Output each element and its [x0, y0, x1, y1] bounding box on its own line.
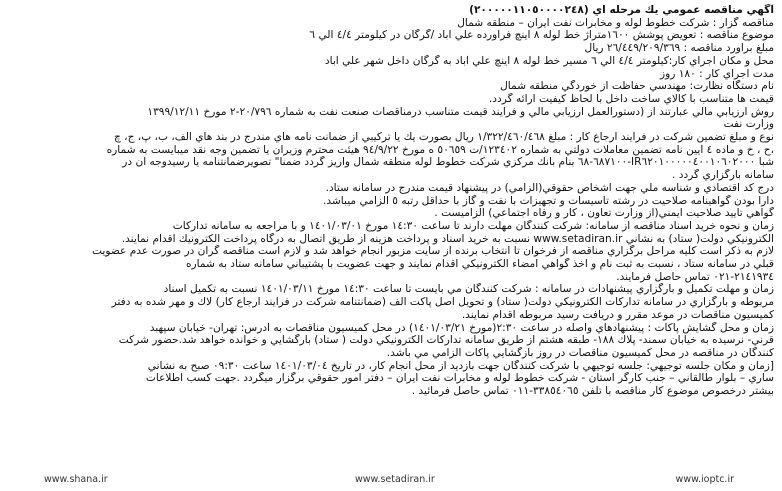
- text-line: قرني- نرسيده به خيابان سمند- پلاك ١٨٨- طبقه هشتم از طريق سامانه تداركات الكترونيكي دولت ( ستاد) بارگشايي و خوانده خواهد شد.حضور شركت: [118, 334, 774, 347]
- text-line: ٢١٤١٩٣٤-٠٢١ تماس حاصل فرمايند.: [616, 270, 774, 283]
- footer-watermarks: [0, 474, 782, 488]
- text-line: [زمان و مكان جلسه توجيهي: جلسه توجيهي با شركت كنندگان جهت بازديد از محل انجام كار، در تاريخ ١٤٠١/٠٣/٠٤ ساعت ٠٩:٣٠ صبح به نشاني: [147, 359, 774, 372]
- text-line: قبلي در سامانه ستاد ، نسبت به ثبت نام و اخذ گواهي امضاء الكترونيكي اقدام نمايند و جهت عضويت با پشتيباني سامانه ستاد به شماره: [186, 258, 774, 271]
- text-line: سامانه بارگزاري گردد .: [672, 169, 774, 182]
- text-line: وزارت نفت: [723, 118, 774, 131]
- text-line: روش ارزيابي مالي عبارتند از (دستورالعمل ارزيابي مالي و فرايند قيمت متناسب درمناقصات صنعت نفت به شماره ٢٠/٧٩٦-٢ مورخ ١٣٩٩/١٢/١١: [147, 105, 774, 118]
- text-line: بيشتر درخصوص موضوع كار مناقصه با تلفن ٣٣٨٥٤٠٦٥-٠١١ تماس حاصل فرمائيد .: [411, 385, 774, 398]
- text-line: زمان و مهلت تكميل و بارگزاري پيشنهادات در سامانه : شركت كنندگان مي بايست تا ساعت ١٤:٣٠ مورخ ١٤٠١/٠٣/١١ نسبت به تكميل اسناد: [163, 283, 774, 296]
- text-line: شبا IR٦٢٠١٠٠٠٠٠٤٠٠١٠٦٠٢٠٠٠-٦٨٧١٠٠-٦٨ بنام بانك مركزي شركت خطوط لوله منطقه شمال واريز گردد ضمنا" تصويرضمانتنامه يا رسيدوجه آن در: [122, 156, 774, 169]
- text-line: مربوطه و بارگزاري در سامانه تداركات الكترونيكي دولت( ستاد) و تحويل اصل پاكت الف (ضمانتنامه شركت در فرآيند ارجاع كار) لاك و مهر شده به دفتر: [111, 296, 774, 309]
- text-line: موضوع مناقصه : تعويض پوشش ١٦٠٠متراژ خط لوله ٨ اينچ فرآورده علي آباد /گرگان در كيلومتر ٤/٤ الي ٦: [309, 29, 774, 42]
- text-line: الكترونيكي دولت( ستاد) به نشاني www.setadiran.ir نسبت به خريد اسناد و پرداخت هزينه از طريق اتصال به درگاه پرداخت الكترونيك اقدام نمايند.: [121, 232, 774, 245]
- footer-site-setadiran: www.setadiran.ir: [355, 474, 435, 485]
- notice-title: آگهي مناقصه عمومي يك مرحله اي (٢٠٠٠٠٠١١٠٥٠٠٠٠٢٤٨): [469, 4, 774, 16]
- text-line: زمان و محل گشايش پاكات : پيشنهادهاي واصله در ساعت ٢:٣٠(مورخ ١٤٠١/٠٣/٢١) در محل كميسيون مناقصات به آدرس: تهران- خيابان سپهبد: [149, 321, 774, 334]
- text-line: ،ح ، خ و ماده ٤ آيين نامه تضمين معاملات دولتي به شماره ١٢٣٤٠٢/ت ٥٠٦٥٩ ه مورخ ٩٤/٩/٢٢ هيئت محترم وزيران يا تضمين وجه نقد ميبايست به شماره: [106, 143, 774, 156]
- text-line: ساري – بلوار طالقاني – جنب كارگر آستان - شركت خطوط لوله و مخابرات نفت ايران – دفتر امور حقوقي برگزار ميگردد .جهت كسب اطلاعات: [145, 372, 774, 385]
- text-line: مبلغ برآورد مناقصه : ٢٦/٤٤٩/٢٠٩/٣٦٩ ريال: [584, 42, 774, 55]
- text-line: مناقصه گزار : شركت خطوط لوله و مخابرات نفت ايران – منطقه شمال: [457, 16, 774, 29]
- text-line: كميسيون مناقصات در موعد مقرر و دريافت رسيد مربوطه اقدام نمايند.: [461, 308, 774, 321]
- footer-site-ioptc: www.ioptc.ir: [675, 474, 734, 485]
- text-line: گواهي تاييد صلاحيت ايمني(از وزارت تعاون ، كار و رفاه اجتماعي) الزاميست .: [434, 207, 774, 220]
- text-line: دارا بودن گواهينامه صلاحيت در رشته تاسيسات و تجهيزات با نفت و گاز با حداقل رتبه ٥ الزامي ميباشد.: [322, 194, 774, 207]
- text-line: كنندگان در مناقصه در محل كميسيون مناقصات در روز بازگشايي پاكات الزامي مي باشد.: [386, 346, 774, 359]
- text-line: محل و مكان اجراي كار:كيلومتر ٤/٤ الي ٦ مسير خط لوله ٨ اينچ علي آباد به گرگان داخل شهر علي آباد: [324, 54, 774, 67]
- text-line: لازم به ذكر است كليه مراحل برگزاري مناقصه از فرخوان تا انتخاب برنده از سايت مزبور انجام خواهد شد و لازم است مناقصه گران در صورت عدم عضويت: [92, 245, 774, 258]
- text-line: نام دستگاه نظارت: مهندسي حفاظت از خوردگي منطقه شمال: [500, 80, 774, 93]
- text-line: نوع و مبلغ تضمين شركت در فرآيند ارجاع كار : مبلغ ١/٣٢٢/٤٦٠/٤٦٨ ريال بصورت يك يا تركيبي از ضمانت نامه هاي مندرج در بند هاي الف، ب، پ، ج، چ: [113, 131, 774, 144]
- text-line: درج كد اقتصادي و شناسه ملي جهت اشخاص حقوقي(الزامي) در پيشنهاد قيمت مندرج در سامانه ستاد.: [325, 181, 774, 194]
- text-line: قيمت ها متناسب با كالاي ساخت داخل با لحاظ كيفيت ارائه گردد.: [488, 92, 774, 105]
- text-line: زمان و نحوه خريد اسناد مناقصه از سامانه: شركت كنندگان مهلت دارند تا ساعت ١٤:٣٠ مورخ ١٤٠١/٠٣/٠١ و با مراجعه به سامانه تداركات: [172, 219, 774, 232]
- footer-site-shana: www.shana.ir: [44, 474, 108, 485]
- text-line: مدت اجراي كار : ١٨٠ روز: [659, 67, 774, 80]
